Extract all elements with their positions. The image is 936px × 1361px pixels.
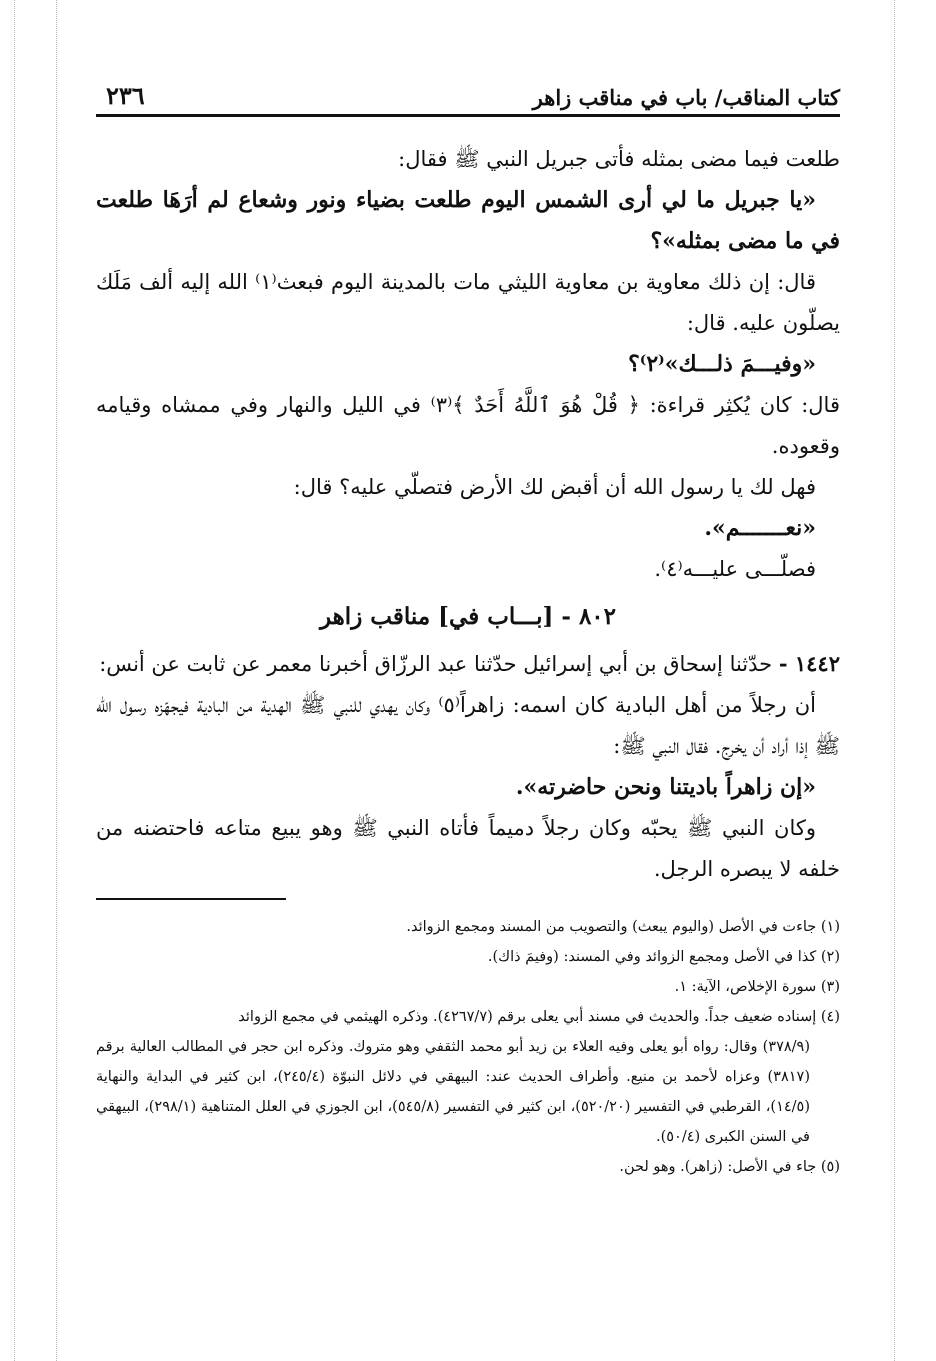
main-text (96, 139, 840, 890)
scan-artifact-line (894, 0, 895, 1361)
hadith-number: ١٤٤٢ - (778, 651, 840, 676)
footnote-separator (96, 898, 286, 900)
footnote-continuation: (٣٧٨/٩) وقال: رواه أبو يعلى وفيه العلاء بن زيد أبو محمد الثقفي وهو متروك. وذكره ابن حجر في المطالب العالية برقم (٣٨١٧) وعزاه لأحمد بن منيع. وأطراف الحديث عند: البيهقي في دلائل النبوّة (٢٤٥/٤)، ابن كثير في البداية والنهاية (١٤/٥)، القرطبي في التفسير (٥٢٠/٢٠)، ابن كثير في التفسير (٥٤٥/٨)، ابن الجوزي في العلل المتناهية (٢٩٨/١)، البيهقي في السنن الكبرى (٥٠/٤). (96, 1039, 811, 1145)
running-title: كتاب المناقب/ باب في مناقب زاهر (532, 85, 840, 110)
footnote: (١) جاءت في الأصل (واليوم يبعث) والتصويب من المسند ومجمع الزوائد. (406, 919, 840, 935)
running-header (96, 70, 840, 117)
footnote: (٤) إسناده ضعيف جداً. والحديث في مسند أبي يعلى برقم (٤٢٦٧/٧). وذكره الهيثمي في مجمع الزوائد (238, 1009, 840, 1025)
paragraph: طلعت فيما مضى بمثله فأتى جبريل النبي ﷺ فقال: (398, 147, 840, 171)
prophetic-quote: «نعـــــــم». (704, 515, 816, 541)
page-number: ٢٣٦ (106, 81, 145, 110)
scan-artifact-line (56, 0, 57, 1361)
scan-artifact-line (14, 0, 15, 1361)
paragraph: فهل لك يا رسول الله أن أقبض لك الأرض فتصلّي عليه؟ قال: (293, 475, 816, 499)
prophetic-quote: «يا جبريل ما لي أرى الشمس اليوم طلعت بضياء ونور وشعاع لم أرَهَا طلعت في ما مضى بمثله»؟ (96, 187, 840, 254)
chapter-heading: ٨٠٢ - [بـــاب في] مناقب زاهر (319, 603, 616, 630)
paragraph: فصلّـــى عليـــه⁽٤⁾. (654, 557, 816, 581)
footnote: (٥) جاء في الأصل: (زاهر). وهو لحن. (619, 1159, 840, 1175)
prophetic-quote: «إن زاهراً باديتنا ونحن حاضرته». (515, 774, 816, 800)
paragraph: قال: كان يُكثِر قراءة: ﴿ قُلْ هُوَ ٱللَّهُ أَحَدٌ ﴾⁽٣⁾ في الليل والنهار وفي ممشاه وقيامه وقعوده. (96, 393, 840, 458)
footnote: (٢) كذا في الأصل ومجمع الزوائد وفي المسند: (وفيمَ ذاك). (487, 949, 840, 965)
paragraph: قال: إن ذلك معاوية بن معاوية الليثي مات بالمدينة اليوم فبعث⁽١⁾ الله إليه ألف مَلَك يصلّون عليه. قال: (96, 270, 840, 335)
paragraph: أن رجلاً من أهل البادية كان اسمه: زاهراً⁽٥⁾ وكان يهدي للنبي ﷺ الهدية من البادية فيجهّزه رسول الله ﷺ إذا أراد أن يخرج. فقال النبي ﷺ: (96, 693, 840, 758)
hadith-paragraph (96, 643, 840, 685)
footnotes (96, 912, 840, 1182)
prophetic-quote: «وفيـــمَ ذلـــك»⁽٢⁾؟ (628, 351, 816, 377)
hadith-isnad: حدّثنا إسحاق بن أبي إسرائيل حدّثنا عبد الرزّاق أخبرنا معمر عن ثابت عن أنس: (99, 652, 773, 676)
footnote: (٣) سورة الإخلاص، الآية: ١. (674, 979, 840, 995)
book-page (96, 70, 840, 1182)
paragraph: وكان النبي ﷺ يحبّه وكان رجلاً دميماً فأتاه النبي ﷺ وهو يبيع متاعه فاحتضنه من خلفه لا يبصره الرجل. (96, 816, 840, 881)
